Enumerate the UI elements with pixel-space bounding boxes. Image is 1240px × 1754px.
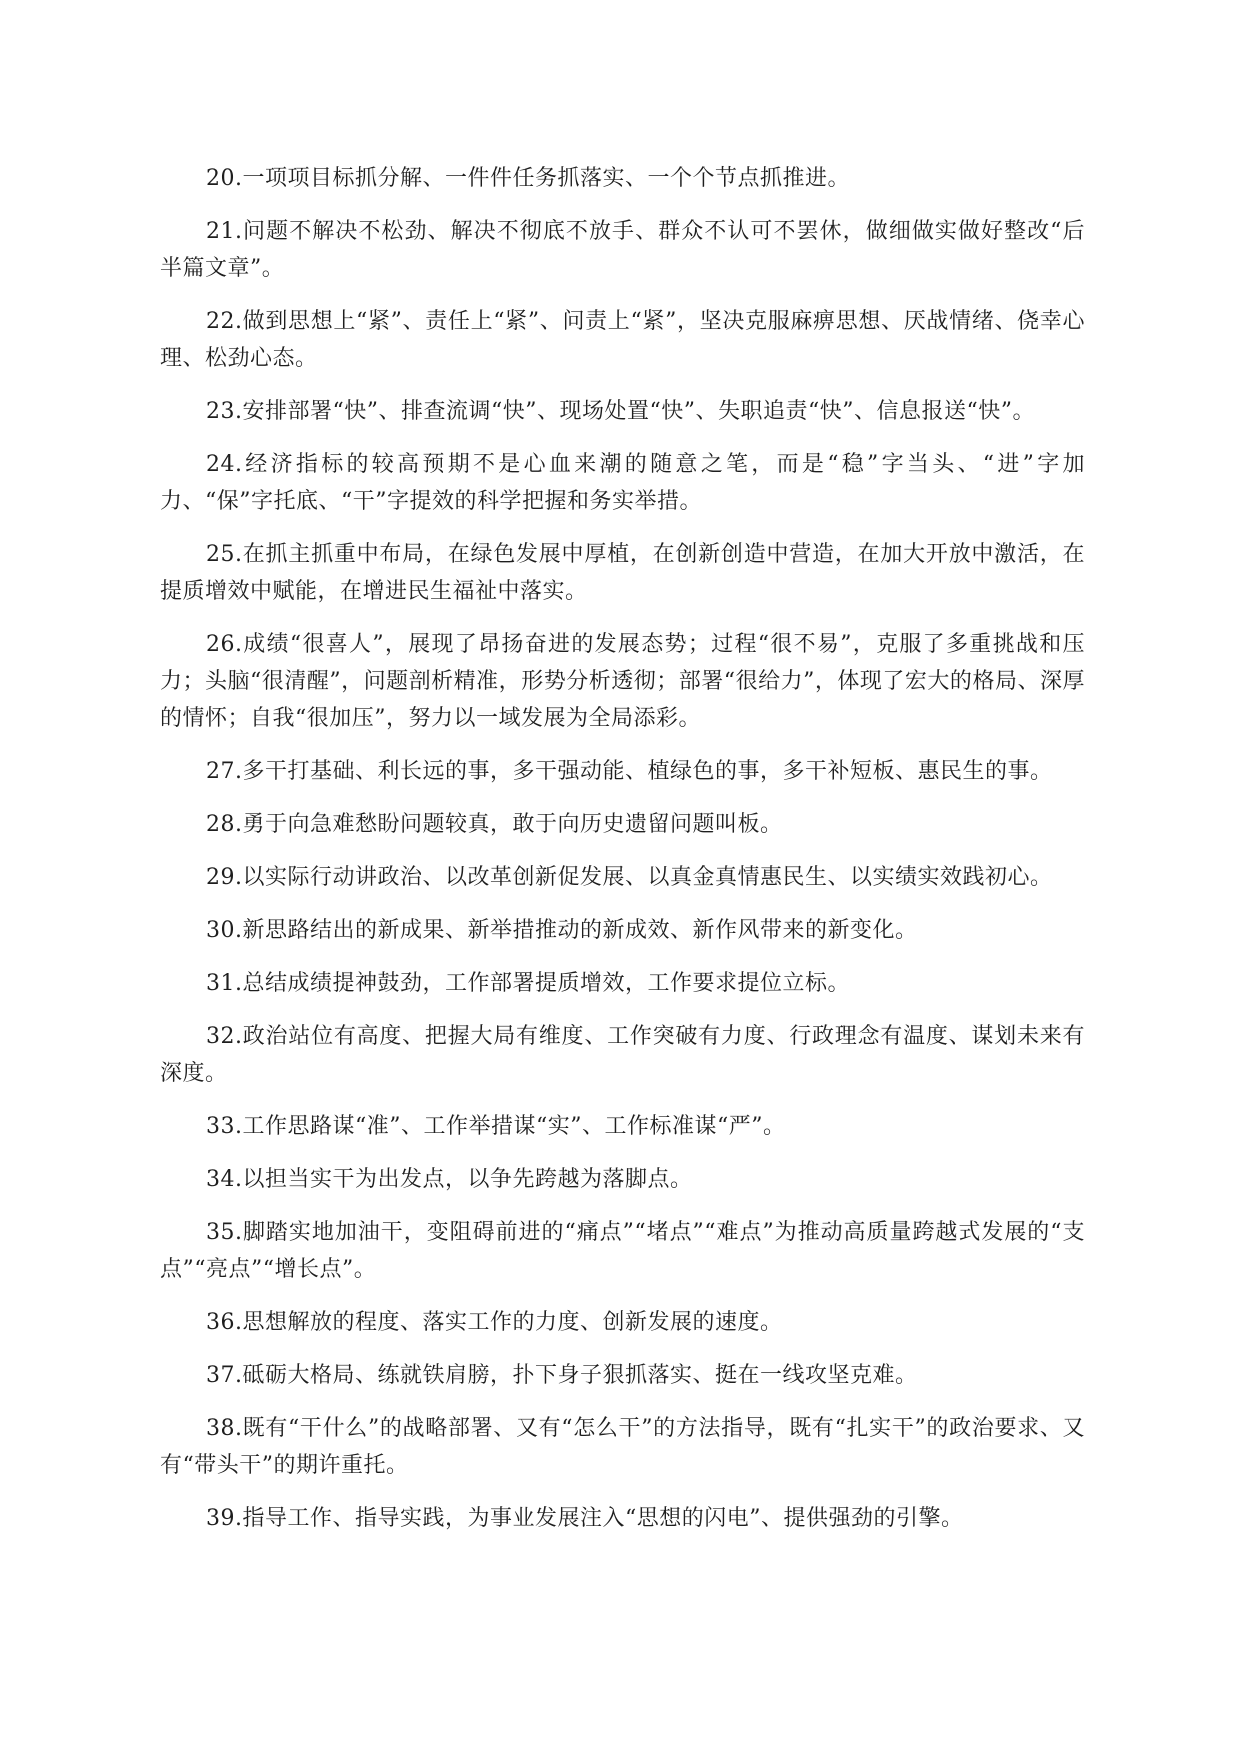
list-item-31: 31.总结成绩提神鼓劲，工作部署提质增效，工作要求提位立标。 <box>206 971 850 996</box>
list-item-33: 33.工作思路谋“准”、工作举措谋“实”、工作标准谋“严”。 <box>206 1114 786 1139</box>
list-item-36: 36.思想解放的程度、落实工作的力度、创新发展的速度。 <box>206 1310 783 1335</box>
document-page <box>160 160 1085 1553</box>
list-item-39: 39.指导工作、指导实践，为事业发展注入“思想的闪电”、提供强劲的引擎。 <box>206 1506 964 1531</box>
list-item-29: 29.以实际行动讲政治、以改革创新促发展、以真金真情惠民生、以实绩实效践初心。 <box>206 865 1053 890</box>
list-item-23: 23.安排部署“快”、排查流调“快”、现场处置“快”、失职追责“快”、信息报送“快”。 <box>206 399 1035 424</box>
list-item-21: 21.问题不解决不松劲、解决不彻底不放手、群众不认可不罢休，做细做实做好整改“后半篇文章”。 <box>160 219 1085 281</box>
list-item-20: 20.一项项目标抓分解、一件件任务抓落实、一个个节点抓推进。 <box>206 166 850 191</box>
list-item-38: 38.既有“干什么”的战略部署、又有“怎么干”的方法指导，既有“扎实干”的政治要求、又有“带头干”的期许重托。 <box>160 1416 1085 1478</box>
list-item-25: 25.在抓主抓重中布局，在绿色发展中厚植，在创新创造中营造，在加大开放中激活，在提质增效中赋能，在增进民生福祉中落实。 <box>160 542 1085 604</box>
list-item-34: 34.以担当实干为出发点，以争先跨越为落脚点。 <box>206 1167 693 1192</box>
list-item-22: 22.做到思想上“紧”、责任上“紧”、问责上“紧”，坚决克服麻痹思想、厌战情绪、侥幸心理、松劲心态。 <box>160 309 1085 371</box>
list-item-24: 24.经济指标的较高预期不是心血来潮的随意之笔，而是“稳”字当头、“进”字加力、“保”字托底、“干”字提效的科学把握和务实举措。 <box>160 452 1085 514</box>
list-item-26: 26.成绩“很喜人”，展现了昂扬奋进的发展态势；过程“很不易”，克服了多重挑战和压力；头脑“很清醒”，问题剖析精准，形势分析透彻；部署“很给力”，体现了宏大的格局、深厚的情怀；自我“很加压”，努力以一域发展为全局添彩。 <box>160 632 1085 731</box>
list-item-30: 30.新思路结出的新成果、新举措推动的新成效、新作风带来的新变化。 <box>206 918 918 943</box>
list-item-28: 28.勇于向急难愁盼问题较真，敢于向历史遗留问题叫板。 <box>206 812 783 837</box>
list-item-35: 35.脚踏实地加油干，变阻碍前进的“痛点”“堵点”“难点”为推动高质量跨越式发展的“支点”“亮点”“增长点”。 <box>160 1220 1085 1282</box>
list-item-32: 32.政治站位有高度、把握大局有维度、工作突破有力度、行政理念有温度、谋划未来有深度。 <box>160 1024 1085 1086</box>
list-item-27: 27.多干打基础、利长远的事，多干强动能、植绿色的事，多干补短板、惠民生的事。 <box>206 759 1053 784</box>
list-item-37: 37.砥砺大格局、练就铁肩膀，扑下身子狠抓落实、挺在一线攻坚克难。 <box>206 1363 918 1388</box>
